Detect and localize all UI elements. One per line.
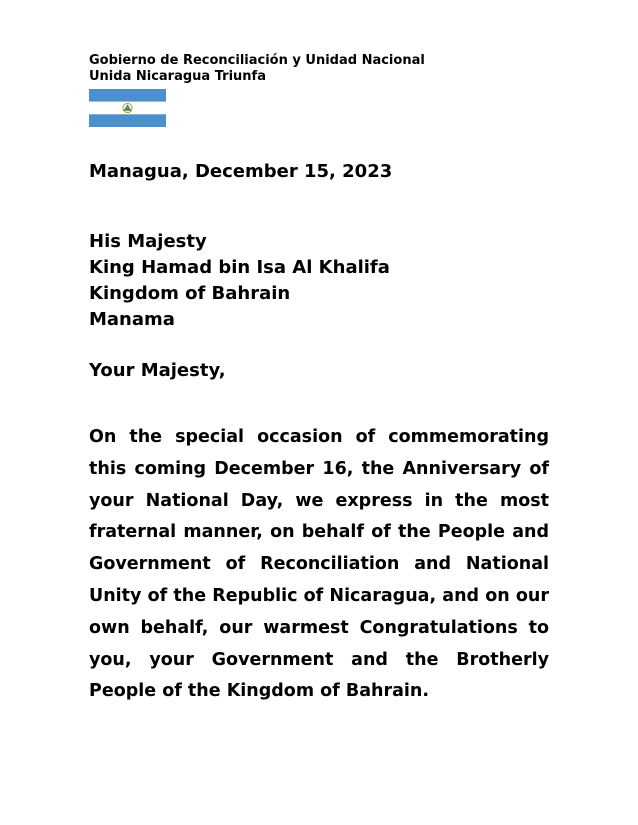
letter-body-paragraph: On the special occasion of commemorating this coming December 16, the Anniversary of your National Day, we express in the most fraternal manner, on behalf of the People and Government of Reconciliation and National Unity of the Republic of Nicaragua, and on our own behalf, our warmest Congratulations to you, your Government and the Brotherly People of the Kingdom of Bahrain.: [89, 427, 549, 702]
addressee-block: [89, 229, 390, 333]
nicaragua-flag-icon: [89, 89, 166, 127]
letterhead-slogan-line: Unida Nicaragua Triunfa: [89, 69, 266, 84]
addressee-country: Kingdom of Bahrain: [89, 283, 291, 304]
salutation: Your Majesty,: [89, 360, 226, 381]
letterhead-government-line: Gobierno de Reconciliación y Unidad Nacional: [89, 53, 425, 68]
addressee-city: Manama: [89, 309, 175, 330]
addressee-title: His Majesty: [89, 231, 207, 252]
letterhead: [89, 53, 425, 85]
addressee-name: King Hamad bin Isa Al Khalifa: [89, 257, 390, 278]
letter-date: Managua, December 15, 2023: [89, 161, 393, 182]
